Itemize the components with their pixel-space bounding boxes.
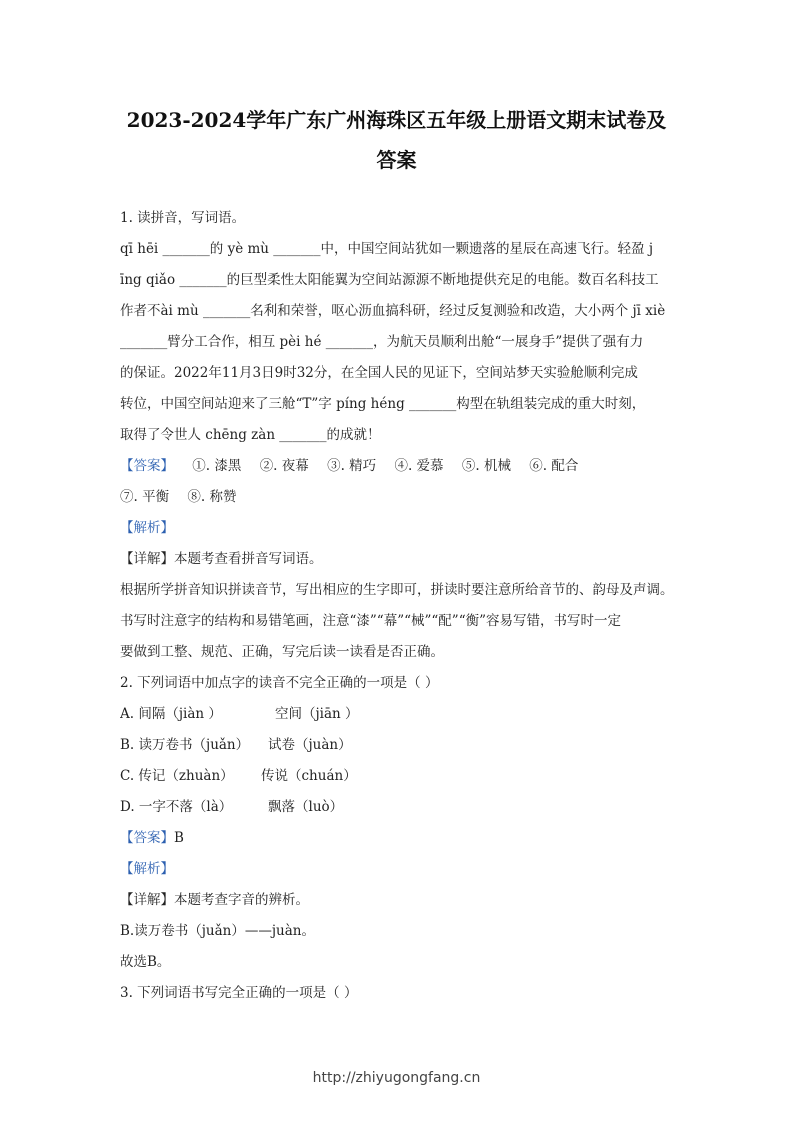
answer-item: ⑤. 机械: [461, 458, 511, 474]
answer-item: ⑧. 称赞: [187, 489, 237, 505]
option-a: A. 间隔（jiàn ）: [120, 706, 222, 722]
answer-value: B: [174, 830, 184, 846]
answer-item: ①. 漆黑: [192, 458, 242, 474]
option-a: C. 传记（zhuàn）: [120, 768, 234, 784]
q2-option: [120, 792, 676, 823]
q1-line: 取得了令世人 chēng zàn _______的成就！: [120, 427, 381, 443]
detail-text: 本题考查字音的辨析。: [174, 892, 309, 908]
analysis-label: 【解析】: [120, 861, 174, 877]
q2-heading: 2. 下列词语中加点字的读音不完全正确的一项是（ ）: [120, 675, 439, 691]
q2-detail: [120, 885, 676, 916]
answer-label: 【答案】: [120, 458, 174, 474]
answer-item: ⑥. 配合: [529, 458, 579, 474]
q2-option: [120, 761, 676, 792]
option-b: 试卷（juàn）: [268, 737, 352, 753]
q1-explain: 根据所学拼音知识拼读音节，写出相应的生字即可，拼读时要注意所给音节的、韵母及声调。: [120, 582, 674, 598]
q1-line: _______臂分工合作，相互 pèi hé _______，为航天员顺利出舱“一展身手”提供了强有力: [120, 334, 644, 350]
detail-label: 【详解】: [120, 892, 174, 908]
answer-item: ④. 爱慕: [394, 458, 444, 474]
option-b: 飘落（luò）: [268, 799, 344, 815]
q1-explain: 书写时注意字的结构和易错笔画，注意“漆”“幕”“械”“配”“衡”容易写错，书写时一定: [120, 613, 622, 629]
footer-url[interactable]: http://zhiyugongfang.cn: [312, 1070, 481, 1086]
title-line-2: 答案: [376, 148, 417, 172]
q1-line: īng qiǎo _______的巨型柔性太阳能翼为空间站源源不断地提供充足的电能。数百名科技工: [120, 272, 659, 288]
document-body: [120, 203, 676, 1009]
q1-line: 转位，中国空间站迎来了三舱“T”字 píng héng _______构型在轨组装完成的重大时刻，: [120, 396, 646, 412]
option-b: 空间（jiān ）: [275, 706, 359, 722]
q2-explain: B.读万卷书（juǎn）——juàn。: [120, 923, 315, 939]
q2-answer: [120, 823, 676, 854]
q2-explain: 故选B。: [120, 954, 171, 970]
answer-item: ③. 精巧: [327, 458, 377, 474]
q1-line: 作者不ài mù _______名利和荣誉，呕心沥血搞科研，经过反复测验和改造，大小两个 jī xiè: [120, 303, 666, 319]
q1-answer-row: [120, 451, 676, 482]
answer-label: 【答案】: [120, 830, 174, 846]
detail-text: 本题考查看拼音写词语。: [174, 551, 323, 567]
answer-item: ⑦. 平衡: [120, 489, 170, 505]
q2-option: [120, 730, 676, 761]
option-a: B. 读万卷书（juǎn）: [120, 737, 250, 753]
detail-label: 【详解】: [120, 551, 174, 567]
option-b: 传说（chuán）: [261, 768, 357, 784]
title-line-1: 2023-2024学年广东广州海珠区五年级上册语文期末试卷及: [126, 108, 667, 132]
option-a: D. 一字不落（là）: [120, 799, 233, 815]
q1-answer-row-2: [120, 482, 676, 513]
q1-heading: 1. 读拼音，写词语。: [120, 210, 246, 226]
answer-item: ②. 夜幕: [259, 458, 309, 474]
q1-line: qī hēi _______的 yè mù _______中，中国空间站犹如一颗遗落的星辰在高速飞行。轻盈 j: [120, 241, 654, 257]
q1-line: 的保证。2022年11月3日9时32分，在全国人民的见证下，空间站梦天实验舱顺利完成: [120, 365, 638, 381]
analysis-label: 【解析】: [120, 520, 174, 536]
q2-option: [120, 699, 676, 730]
q3-heading: 3. 下列词语书写完全正确的一项是（ ）: [120, 985, 358, 1001]
q1-explain: 要做到工整、规范、正确，写完后读一读看是否正确。: [120, 644, 444, 660]
q1-detail: [120, 544, 676, 575]
document-title: [90, 100, 703, 180]
